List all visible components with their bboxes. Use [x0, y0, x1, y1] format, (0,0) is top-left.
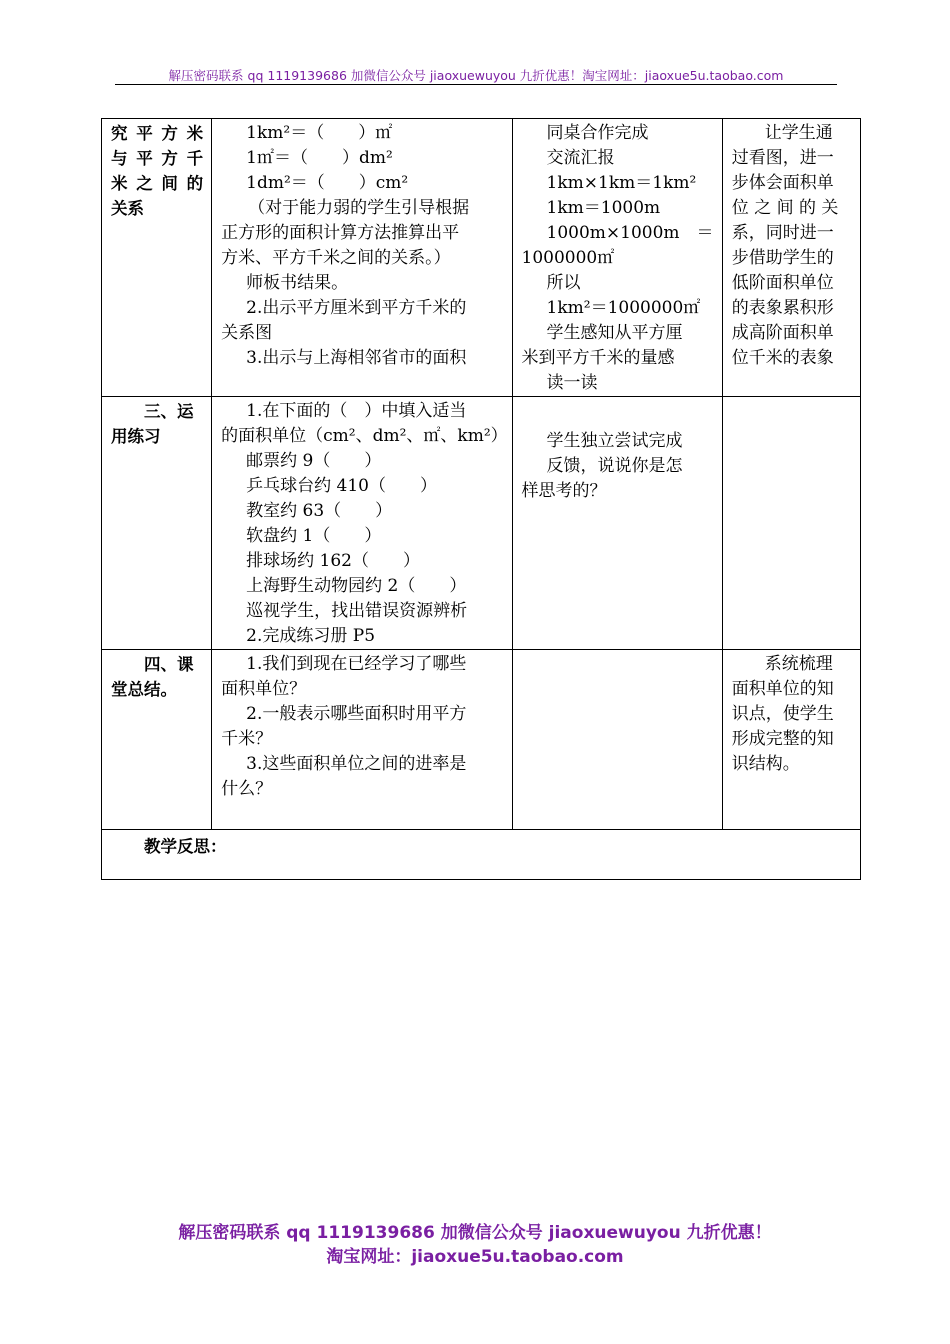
stage-label-cell — [102, 650, 212, 830]
teacher-line: 方米、平方千米之间的关系。） — [221, 248, 451, 268]
teacher-activity-cell — [212, 397, 512, 650]
header-contact-text: 解压密码联系 qq 1119139686 加微信公众号 jiaoxuewuyou 九折优惠！淘宝网址：jiaoxue5u.taobao.com — [168, 68, 784, 83]
teacher-line: 师板书结果。 — [246, 273, 349, 293]
header-rule — [115, 84, 837, 85]
stage-label-line: 三、运 — [144, 402, 194, 421]
teacher-line: 教室约 63（ ） — [246, 501, 393, 521]
intent-line: 位千米的表象 — [731, 348, 834, 368]
student-line: 同桌合作完成 — [546, 123, 649, 143]
teacher-line: 3.这些面积单位之间的进率是 — [246, 754, 467, 774]
teacher-activity-cell — [212, 119, 512, 397]
student-line: 1km＝1000m — [546, 198, 661, 218]
stage-label-line: 用练习 — [111, 427, 161, 446]
intent-line: 让学生通 — [764, 123, 833, 143]
design-intent-cell — [722, 119, 860, 397]
student-line: 1km²＝1000000㎡ — [546, 298, 701, 318]
stage-label-line: 四、课 — [144, 655, 194, 674]
teacher-activity-cell — [212, 650, 512, 830]
reflection-cell — [102, 830, 861, 880]
intent-line: 低阶面积单位 — [731, 273, 834, 293]
stage-label-line: 关系 — [111, 199, 144, 218]
table-row — [102, 119, 861, 397]
teacher-line: 排球场约 162（ ） — [246, 551, 420, 571]
stage-label-line: 堂总结。 — [111, 680, 177, 699]
footer-url-line: 淘宝网址：jiaoxue5u.taobao.com — [326, 1247, 624, 1267]
student-line: 1000m×1000m ＝ — [546, 223, 714, 243]
intent-line: 步借助学生的 — [731, 248, 834, 268]
student-line: 样思考的？ — [521, 481, 607, 501]
design-intent-cell — [722, 397, 860, 650]
teacher-line: 关系图 — [221, 323, 273, 343]
table-row — [102, 830, 861, 880]
teacher-line: 邮票约 9（ ） — [246, 451, 382, 471]
intent-line: 识结构。 — [731, 754, 800, 774]
stage-label-line: 究 平 方 米 — [111, 124, 204, 143]
student-line: 1000000㎡ — [521, 248, 615, 268]
student-line: 反馈，说说你是怎 — [546, 456, 683, 476]
intent-line: 识点，使学生 — [731, 704, 834, 724]
intent-line: 位 之 间 的 关 — [731, 198, 839, 218]
table-row — [102, 397, 861, 650]
intent-line: 形成完整的知 — [731, 729, 834, 749]
stage-label-line: 米 之 间 的 — [111, 174, 204, 193]
student-line: 交流汇报 — [546, 148, 615, 168]
intent-line: 面积单位的知 — [731, 679, 834, 699]
student-activity-cell — [512, 650, 722, 830]
teacher-line: 上海野生动物园约 2（ ） — [246, 576, 467, 596]
reflection-label: 教学反思： — [144, 837, 227, 856]
design-intent-cell — [722, 650, 860, 830]
teacher-line: 2.完成练习册 P5 — [246, 626, 376, 646]
student-activity-cell — [512, 119, 722, 397]
student-line: 学生独立尝试完成 — [546, 431, 683, 451]
intent-line: 系，同时进一 — [731, 223, 834, 243]
teacher-line: 面积单位？ — [221, 679, 307, 699]
stage-label-line: 与 平 方 千 — [111, 149, 204, 168]
student-line: 读一读 — [546, 373, 598, 393]
teacher-line: 2.一般表示哪些面积时用平方 — [246, 704, 467, 724]
student-line: 所以 — [546, 273, 581, 293]
table-row — [102, 650, 861, 830]
teacher-line: 1dm²＝（ ）cm² — [246, 173, 409, 193]
stage-label-cell — [102, 119, 212, 397]
intent-line: 的表象累积形 — [731, 298, 834, 318]
teacher-line: 什么？ — [221, 779, 273, 799]
footer-contact-line: 解压密码联系 qq 1119139686 加微信公众号 jiaoxuewuyou 九折优惠！ — [178, 1223, 772, 1243]
intent-line: 过看图，进一 — [731, 148, 834, 168]
student-line: 1km×1km＝1km² — [546, 173, 697, 193]
teacher-line: （对于能力弱的学生引导根据 — [248, 198, 470, 218]
teacher-line: 2.出示平方厘米到平方千米的 — [246, 298, 467, 318]
teacher-line: 1.我们到现在已经学习了哪些 — [246, 654, 467, 674]
lesson-plan-table — [101, 118, 861, 880]
teacher-line: 的面积单位（cm²、dm²、㎡、km²） — [221, 426, 508, 446]
student-line: 米到平方千米的量感 — [521, 348, 675, 368]
teacher-line: 1km²＝（ ）㎡ — [246, 123, 393, 143]
intent-line: 步体会面积单 — [731, 173, 834, 193]
student-line: 学生感知从平方厘 — [546, 323, 683, 343]
teacher-line: 1㎡＝（ ）dm² — [246, 148, 393, 168]
intent-line: 系统梳理 — [764, 654, 833, 674]
teacher-line: 巡视学生，找出错误资源辨析 — [246, 601, 468, 621]
teacher-line: 千米？ — [221, 729, 273, 749]
student-activity-cell — [512, 397, 722, 650]
teacher-line: 正方形的面积计算方法推算出平 — [221, 223, 460, 243]
intent-line: 成高阶面积单 — [731, 323, 834, 343]
stage-label-cell — [102, 397, 212, 650]
teacher-line: 1.在下面的（ ）中填入适当 — [246, 401, 467, 421]
teacher-line: 3.出示与上海相邻省市的面积 — [246, 348, 467, 368]
teacher-line: 乒乓球台约 410（ ） — [246, 476, 437, 496]
teacher-line: 软盘约 1（ ） — [246, 526, 382, 546]
